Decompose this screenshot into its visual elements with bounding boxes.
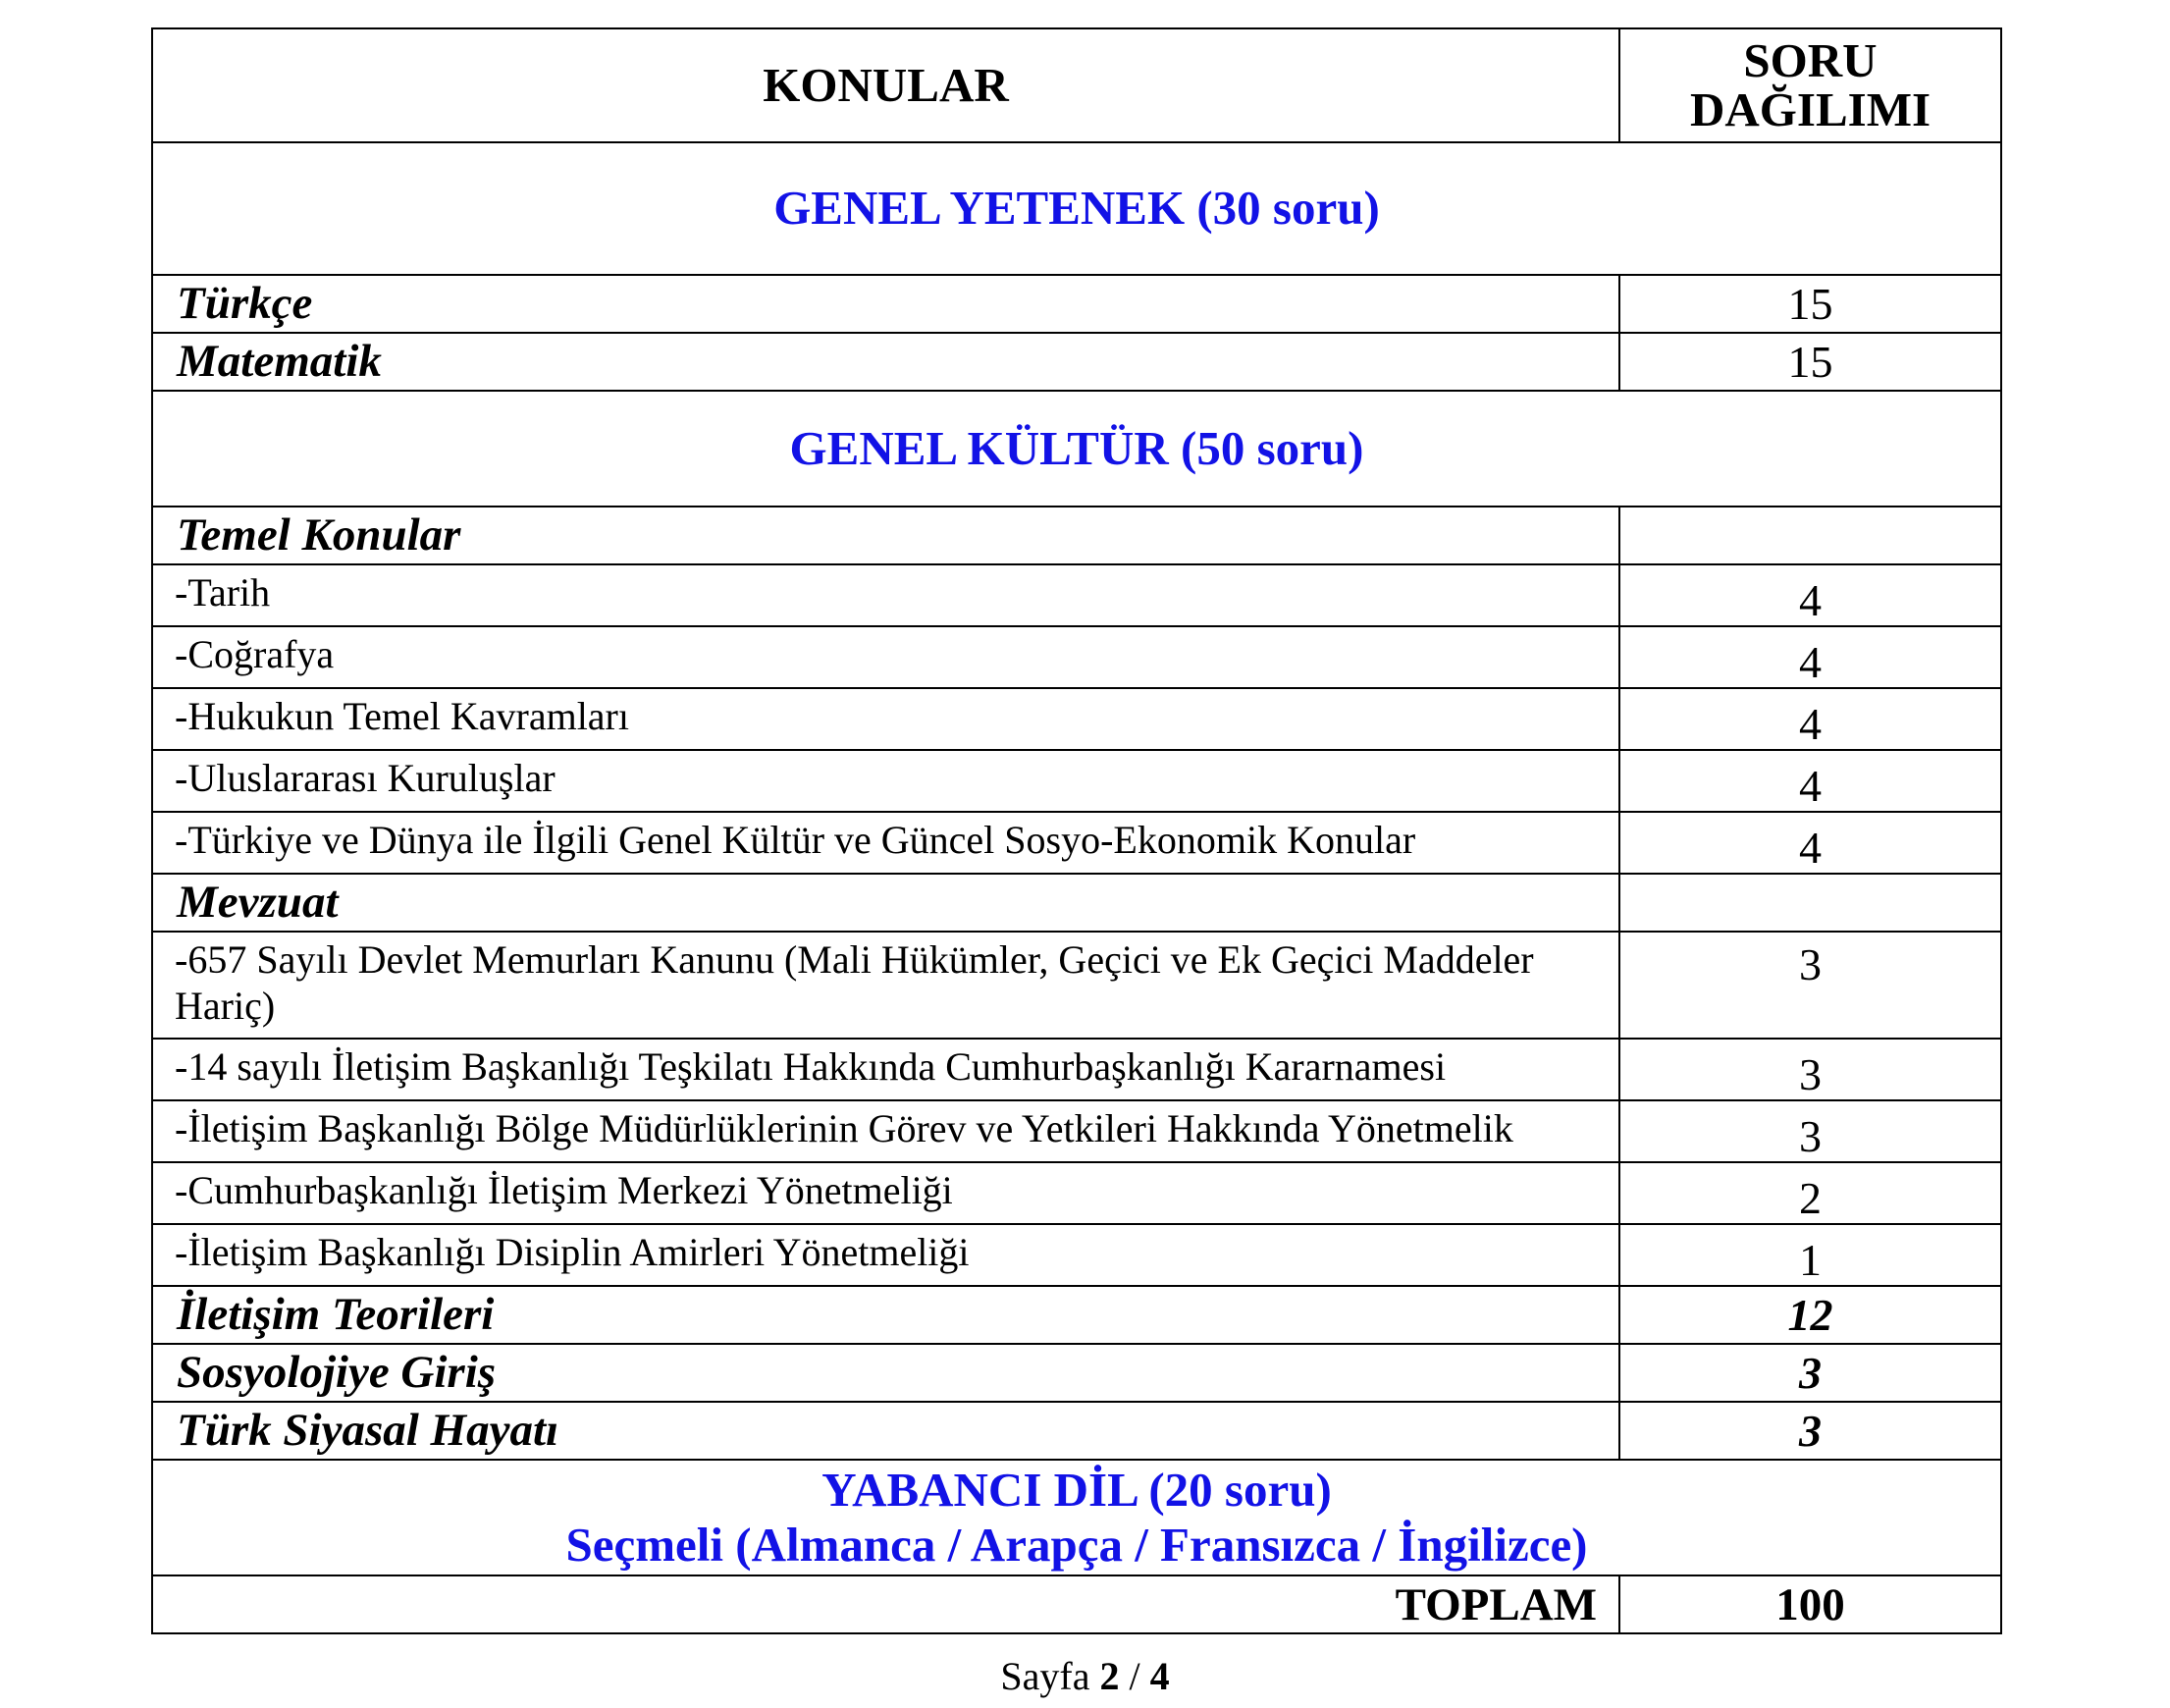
table-row (152, 1286, 2001, 1344)
section-row-genel-kultur (152, 391, 2001, 507)
topic-turk-siyasal-hayati: Türk Siyasal Hayatı (152, 1402, 1619, 1460)
section-title-genel-yetenek: GENEL YETENEK (30 soru) (152, 142, 2001, 275)
table-row (152, 626, 2001, 688)
total-row (152, 1575, 2001, 1633)
topic-hukuk: -Hukukun Temel Kavramları (152, 688, 1619, 750)
count-hukuk: 4 (1619, 688, 2001, 750)
count-disiplin-amirleri: 1 (1619, 1224, 2001, 1286)
count-bolge-mudurlukleri: 3 (1619, 1100, 2001, 1162)
count-turk-siyasal-hayati: 3 (1619, 1402, 2001, 1460)
topic-657: -657 Sayılı Devlet Memurları Kanunu (Mali Hükümler, Geçici ve Ek Geçici Maddeler Hariç) (152, 932, 1619, 1039)
topic-guncel: -Türkiye ve Dünya ile İlgili Genel Kültür ve Güncel Sosyo-Ekonomik Konular (152, 812, 1619, 874)
table-row (152, 1100, 2001, 1162)
topic-tarih: -Tarih (152, 564, 1619, 626)
topic-bolge-mudurlukleri: -İletişim Başkanlığı Bölge Müdürlüklerinin Görev ve Yetkileri Hakkında Yönetmelik (152, 1100, 1619, 1162)
total-value: 100 (1619, 1575, 2001, 1633)
topic-iletisim-merkezi: -Cumhurbaşkanlığı İletişim Merkezi Yönetmeliği (152, 1162, 1619, 1224)
section-title-yabanci-dil: YABANCI DİL (20 soru) (821, 1462, 1332, 1517)
page-number-current: 2 (1099, 1654, 1120, 1698)
count-empty (1619, 874, 2001, 932)
table-row (152, 932, 2001, 1039)
count-iletisim-merkezi: 2 (1619, 1162, 2001, 1224)
count-guncel: 4 (1619, 812, 2001, 874)
topic-sosyolojiye-giris: Sosyolojiye Giriş (152, 1344, 1619, 1402)
topic-disiplin-amirleri: -İletişim Başkanlığı Disiplin Amirleri Yönetmeliği (152, 1224, 1619, 1286)
topic-uluslararasi: -Uluslararası Kuruluşlar (152, 750, 1619, 812)
table-row (152, 812, 2001, 874)
count-tarih: 4 (1619, 564, 2001, 626)
count-uluslararasi: 4 (1619, 750, 2001, 812)
page-number (0, 1654, 2170, 1698)
page-number-total: 4 (1149, 1654, 1170, 1698)
count-657: 3 (1619, 932, 2001, 1039)
table-row (152, 564, 2001, 626)
page-number-separator: / (1119, 1654, 1150, 1698)
count-14-kararname: 3 (1619, 1039, 2001, 1100)
table-row (152, 507, 2001, 564)
table-row (152, 333, 2001, 391)
table-header-row (152, 28, 2001, 142)
section-title-genel-kultur: GENEL KÜLTÜR (50 soru) (152, 391, 2001, 507)
table-row (152, 1224, 2001, 1286)
table-row (152, 1402, 2001, 1460)
group-mevzuat: Mevzuat (152, 874, 1619, 932)
table-row (152, 275, 2001, 333)
total-label: TOPLAM (152, 1575, 1619, 1633)
header-distribution-line1: SORU (1743, 33, 1878, 88)
table-row (152, 1162, 2001, 1224)
topic-cografya: -Coğrafya (152, 626, 1619, 688)
header-topics: KONULAR (152, 28, 1619, 142)
question-distribution-table (151, 27, 2002, 1634)
count-cografya: 4 (1619, 626, 2001, 688)
count-sosyolojiye-giris: 3 (1619, 1344, 2001, 1402)
topic-matematik: Matematik (152, 333, 1619, 391)
table-row (152, 688, 2001, 750)
topic-iletisim-teorileri: İletişim Teorileri (152, 1286, 1619, 1344)
count-matematik: 15 (1619, 333, 2001, 391)
topic-14-kararname: -14 sayılı İletişim Başkanlığı Teşkilatı Hakkında Cumhurbaşkanlığı Kararnamesi (152, 1039, 1619, 1100)
page-number-prefix: Sayfa (1000, 1654, 1100, 1698)
section-subtitle-yabanci-dil: Seçmeli (Almanca / Arapça / Fransızca / İngilizce) (565, 1518, 1588, 1572)
table-row (152, 1039, 2001, 1100)
header-distribution-line2: DAĞILIMI (1689, 82, 1932, 136)
section-yabanci-dil (152, 1460, 2001, 1575)
count-empty (1619, 507, 2001, 564)
topic-turkce: Türkçe (152, 275, 1619, 333)
table-row (152, 750, 2001, 812)
table-row (152, 874, 2001, 932)
count-iletisim-teorileri: 12 (1619, 1286, 2001, 1344)
section-row-genel-yetenek (152, 142, 2001, 275)
table-row (152, 1344, 2001, 1402)
section-row-yabanci-dil (152, 1460, 2001, 1575)
group-temel-konular: Temel Konular (152, 507, 1619, 564)
count-turkce: 15 (1619, 275, 2001, 333)
header-distribution (1619, 28, 2001, 142)
